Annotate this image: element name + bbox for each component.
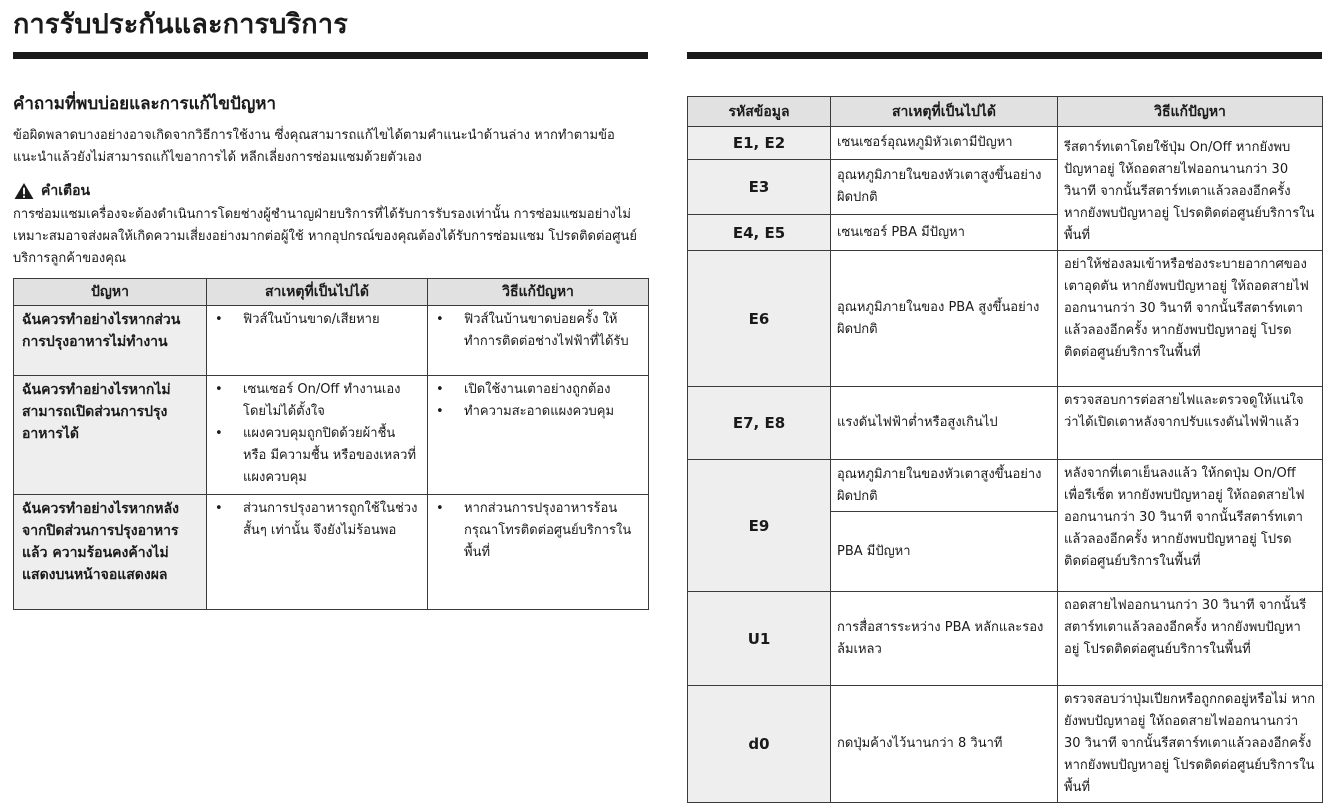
- faq-intro: ข้อผิดพลาดบางอย่างอาจเกิดจากวิธีการใช้งาน ซึ่งคุณสามารถแก้ไขได้ตามคำแนะนำด้านล่าง หากทำตามข้อแนะนำแล้วยังไม่สามารถแก้ไขอาการได้ หลีกเลี่ยงการซ่อมแซมด้วยตัวเอง: [13, 128, 615, 165]
- error-code: E3: [688, 159, 831, 215]
- warning-heading: [13, 181, 648, 201]
- error-row: [688, 387, 1323, 460]
- error-cause: อุณหภูมิภายในของหัวเตาสูงขึ้นอย่างผิดปกติ: [831, 460, 1058, 512]
- error-row: [688, 592, 1323, 686]
- error-solution: ถอดสายไฟออกนานกว่า 30 วินาที จากนั้นรีสตาร์ทเตาแล้วลองอีกครั้ง หากยังพบปัญหาอยู่ โปรดติดต่อศูนย์บริการในพื้นที่: [1058, 592, 1323, 686]
- error-header-code: รหัสข้อมูล: [688, 97, 831, 127]
- faq-row: [14, 306, 649, 376]
- left-column: [13, 0, 648, 610]
- faq-cause-item: • ฟิวส์ในบ้านขาด/เสียหาย: [213, 309, 421, 331]
- faq-problem: ฉันควรทำอย่างไรหากหลังจากปิดส่วนการปรุงอาหารแล้ว ความร้อนคงค้างไม่แสดงบนหน้าจอแสดงผล: [14, 495, 207, 610]
- faq-problem: ฉันควรทำอย่างไรหากส่วนการปรุงอาหารไม่ทำงาน: [14, 306, 207, 376]
- faq-solution-item: • ฟิวส์ในบ้านขาดบ่อยครั้ง ให้ทำการติดต่อช่างไฟฟ้าที่ได้รับ: [434, 309, 642, 353]
- faq-solutions: [428, 306, 649, 376]
- error-solution: อย่าให้ช่องลมเข้าหรือช่องระบายอากาศของเตาอุดตัน หากยังพบปัญหาอยู่ ให้ถอดสายไฟออกนานกว่า 30 วินาที จากนั้นรีสตาร์ทเตาแล้วลองอีกครั้ง หากยังพบปัญหาอยู่ โปรดติดต่อศูนย์บริการในพื้นที่: [1058, 251, 1323, 387]
- faq-header-solution: วิธีแก้ปัญหา: [428, 279, 649, 306]
- error-cause: อุณหภูมิภายในของหัวเตาสูงขึ้นอย่างผิดปกติ: [831, 159, 1058, 215]
- error-code: E1, E2: [688, 127, 831, 160]
- faq-cause-item: • แผงควบคุมถูกปิดด้วยผ้าชื้น หรือ มีความชื้น หรือของเหลวที่แผงควบคุม: [213, 423, 421, 489]
- error-code: E9: [688, 460, 831, 592]
- right-column: [687, 0, 1322, 803]
- error-code-table: [687, 96, 1323, 803]
- error-solution: รีสตาร์ทเตาโดยใช้ปุ่ม On/Off หากยังพบปัญหาอยู่ ให้ถอดสายไฟออกนานกว่า 30 วินาที จากนั้นรีสตาร์ทเตาแล้วลองอีกครั้ง หากยังพบปัญหาอยู่ โปรดติดต่อศูนย์บริการในพื้นที่: [1058, 127, 1323, 251]
- warning-text: การซ่อมแซมเครื่องจะต้องดำเนินการโดยช่างผู้ชำนาญฝ่ายบริการที่ได้รับการรับรองเท่านั้น การซ่อมแซมอย่างไม่เหมาะสมอาจส่งผลให้เกิดความเสี่ยงอย่างมากต่อผู้ใช้ หากอุปกรณ์ของคุณต้องได้รับการซ่อมแซม โปรดติดต่อศูนย์บริการลูกค้าของคุณ: [13, 207, 637, 266]
- error-cause: PBA มีปัญหา: [831, 512, 1058, 592]
- error-code: E4, E5: [688, 215, 831, 251]
- warning-title: คำเตือน: [41, 183, 91, 199]
- error-header-cause: สาเหตุที่เป็นไปได้: [831, 97, 1058, 127]
- error-cause: เซนเซอร์ PBA มีปัญหา: [831, 215, 1058, 251]
- error-cause: การสื่อสารระหว่าง PBA หลักและรองล้มเหลว: [831, 592, 1058, 686]
- warning-icon: [13, 182, 35, 200]
- faq-solutions: [428, 376, 649, 495]
- faq-header-cause: สาเหตุที่เป็นไปได้: [207, 279, 428, 306]
- error-row: [688, 460, 1323, 512]
- error-row: [688, 686, 1323, 803]
- faq-table: [13, 278, 649, 610]
- title-rule: [13, 52, 648, 59]
- faq-solution-item: • เปิดใช้งานเตาอย่างถูกต้อง: [434, 379, 642, 401]
- error-code: E6: [688, 251, 831, 387]
- faq-causes: [207, 306, 428, 376]
- faq-row: [14, 376, 649, 495]
- faq-cause-item: • ส่วนการปรุงอาหารถูกใช้ในช่วงสั้นๆ เท่านั้น จึงยังไม่ร้อนพอ: [213, 498, 421, 542]
- right-top-rule: [687, 52, 1322, 59]
- error-code: E7, E8: [688, 387, 831, 460]
- faq-solution-item: • ทำความสะอาดแผงควบคุม: [434, 401, 642, 423]
- error-cause: อุณหภูมิภายในของ PBA สูงขึ้นอย่างผิดปกติ: [831, 251, 1058, 387]
- faq-header-problem: ปัญหา: [14, 279, 207, 306]
- page-title: การรับประกันและการบริการ: [13, 9, 348, 40]
- error-code: U1: [688, 592, 831, 686]
- faq-causes: [207, 495, 428, 610]
- error-row: [688, 251, 1323, 387]
- error-header-row: [688, 97, 1323, 127]
- error-cause: เซนเซอร์อุณหภูมิหัวเตามีปัญหา: [831, 127, 1058, 160]
- faq-section-title: คำถามที่พบบ่อยและการแก้ไขปัญหา: [13, 94, 277, 114]
- faq-solution-item: • หากส่วนการปรุงอาหารร้อน กรุณาโทรติดต่อศูนย์บริการในพื้นที่: [434, 498, 642, 564]
- faq-row: [14, 495, 649, 610]
- error-cause: กดปุ่มค้างไว้นานกว่า 8 วินาที: [831, 686, 1058, 803]
- error-header-solution: วิธีแก้ปัญหา: [1058, 97, 1323, 127]
- error-row: [688, 127, 1323, 160]
- error-code: d0: [688, 686, 831, 803]
- faq-solutions: [428, 495, 649, 610]
- faq-causes: [207, 376, 428, 495]
- faq-cause-item: • เซนเซอร์ On/Off ทำงานเองโดยไม่ได้ตั้งใจ: [213, 379, 421, 423]
- error-cause: แรงดันไฟฟ้าต่ำหรือสูงเกินไป: [831, 387, 1058, 460]
- error-solution: ตรวจสอบการต่อสายไฟและตรวจดูให้แน่ใจว่าได้เปิดเตาหลังจากปรับแรงดันไฟฟ้าแล้ว: [1058, 387, 1323, 460]
- faq-header-row: [14, 279, 649, 306]
- error-solution: ตรวจสอบว่าปุ่มเปียกหรือถูกกดอยู่หรือไม่ หากยังพบปัญหาอยู่ ให้ถอดสายไฟออกนานกว่า 30 วินาที จากนั้นรีสตาร์ทเตาแล้วลองอีกครั้ง หากยังพบปัญหาอยู่ โปรดติดต่อศูนย์บริการในพื้นที่: [1058, 686, 1323, 803]
- error-solution: หลังจากที่เตาเย็นลงแล้ว ให้กดปุ่ม On/Off เพื่อรีเซ็ต หากยังพบปัญหาอยู่ ให้ถอดสายไฟออกนานกว่า 30 วินาที จากนั้นรีสตาร์ทเตาแล้วลองอีกครั้ง หากยังพบปัญหาอยู่ โปรดติดต่อศูนย์บริการในพื้นที่: [1058, 460, 1323, 592]
- faq-problem: ฉันควรทำอย่างไรหากไม่สามารถเปิดส่วนการปรุงอาหารได้: [14, 376, 207, 495]
